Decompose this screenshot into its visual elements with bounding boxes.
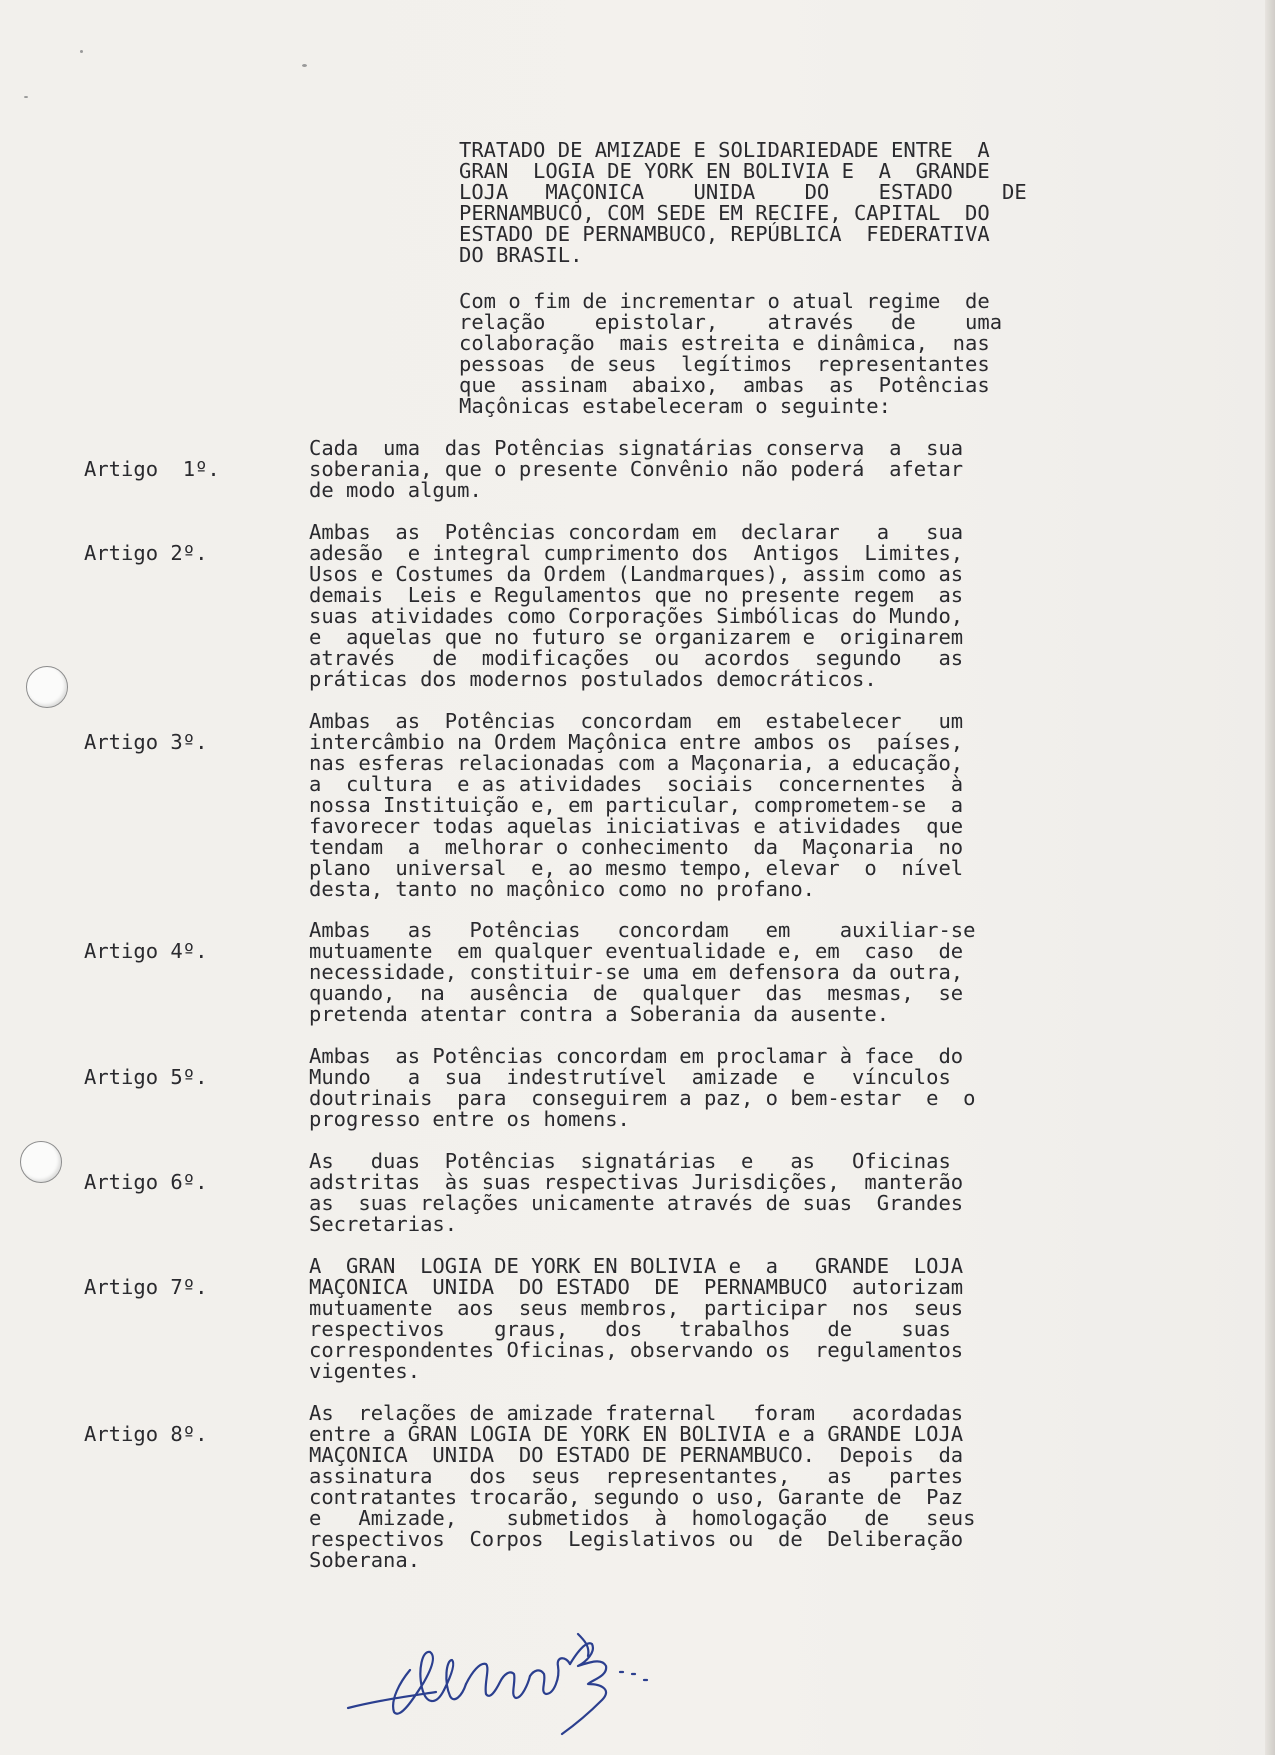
article-text bbox=[309, 1403, 975, 1571]
title-line: DO BRASIL. bbox=[459, 243, 583, 267]
article-line: desta, tanto no maçônico como no profano. bbox=[309, 877, 816, 901]
article-line: necessidade, constituir-se uma em defensora da outra, bbox=[309, 960, 964, 984]
title-line: TRATADO DE AMIZADE E SOLIDARIEDADE ENTRE A bbox=[459, 138, 990, 162]
article-text bbox=[309, 522, 963, 690]
title-block bbox=[459, 140, 1027, 266]
article-text bbox=[309, 1046, 975, 1130]
paper-speck bbox=[24, 96, 28, 98]
article-line: mutuamente aos seus membros, participar nos seus bbox=[309, 1296, 964, 1320]
article-label: Artigo 2º. bbox=[84, 540, 208, 565]
article-label: Artigo 7º. bbox=[84, 1274, 208, 1299]
paper-edge-shadow bbox=[1265, 0, 1275, 1755]
article-label: Artigo 6º. bbox=[84, 1169, 208, 1194]
article-line: suas atividades como Corporações Simbólicas do Mundo, bbox=[309, 604, 964, 628]
article-label: Artigo 8º. bbox=[84, 1421, 208, 1446]
article-line: soberania, que o presente Convênio não poderá afetar bbox=[309, 457, 964, 481]
article-line: MAÇONICA UNIDA DO ESTADO DE PERNAMBUCO. Depois da bbox=[309, 1443, 964, 1467]
article-line: quando, na ausência de qualquer das mesmas, se bbox=[309, 981, 964, 1005]
article-line: Ambas as Potências concordam em proclamar à face do bbox=[309, 1044, 964, 1068]
article-line: A GRAN LOGIA DE YORK EN BOLIVIA e a GRANDE LOJA bbox=[309, 1254, 964, 1278]
article-label: Artigo 3º. bbox=[84, 729, 208, 754]
article-line: mutuamente em qualquer eventualidade e, em caso de bbox=[309, 939, 964, 963]
article-line: As duas Potências signatárias e as Oficinas bbox=[309, 1149, 951, 1173]
article-line: intercâmbio na Ordem Maçônica entre ambos os países, bbox=[309, 730, 964, 754]
preamble-block bbox=[459, 291, 1002, 417]
article-line: respectivos graus, dos trabalhos de suas bbox=[309, 1317, 951, 1341]
preamble-line: Com o fim de incrementar o atual regime de bbox=[459, 289, 990, 313]
article-line: assinatura dos seus representantes, as partes bbox=[309, 1464, 964, 1488]
article-label: Artigo 4º. bbox=[84, 938, 208, 963]
article-line: nas esferas relacionadas com a Maçonaria, a educação, bbox=[309, 751, 964, 775]
article-line: respectivos Corpos Legislativos ou de Deliberação bbox=[309, 1527, 964, 1551]
article-line: Cada uma das Potências signatárias conserva a sua bbox=[309, 436, 964, 460]
article-line: doutrinais para conseguirem a paz, o bem-estar e o bbox=[309, 1086, 976, 1110]
article-line: plano universal e, ao mesmo tempo, elevar o nível bbox=[309, 856, 964, 880]
article-line: Secretarias. bbox=[309, 1212, 458, 1236]
article-line: tendam a melhorar o conhecimento da Maçonaria no bbox=[309, 835, 964, 859]
title-line: PERNAMBUCO, COM SEDE EM RECIFE, CAPITAL DO bbox=[459, 201, 990, 225]
article-line: e Amizade, submetidos à homologação de seus bbox=[309, 1506, 976, 1530]
article-line: através de modificações ou acordos segundo as bbox=[309, 646, 964, 670]
article-text bbox=[309, 1256, 963, 1382]
article-line: Usos e Costumes da Ordem (Landmarques), assim como as bbox=[309, 562, 964, 586]
signature-icon bbox=[340, 1600, 700, 1740]
article-line: demais Leis e Regulamentos que no presente regem as bbox=[309, 583, 964, 607]
article-text bbox=[309, 711, 963, 900]
article-line: adstritas às suas respectivas Jurisdições, manterão bbox=[309, 1170, 964, 1194]
article-line: de modo algum. bbox=[309, 478, 482, 502]
paper-speck bbox=[302, 64, 307, 67]
article-line: favorecer todas aquelas iniciativas e atividades que bbox=[309, 814, 964, 838]
article-line: práticas dos modernos postulados democráticos. bbox=[309, 667, 877, 691]
preamble-line: relação epistolar, através de uma bbox=[459, 310, 1003, 334]
article-line: as suas relações unicamente através de suas Grandes bbox=[309, 1191, 964, 1215]
article-line: As relações de amizade fraternal foram acordadas bbox=[309, 1401, 964, 1425]
title-line: GRAN LOGIA DE YORK EN BOLIVIA E A GRANDE bbox=[459, 159, 990, 183]
article-line: adesão e integral cumprimento dos Antigos Limites, bbox=[309, 541, 964, 565]
article-label: Artigo 1º. bbox=[84, 456, 220, 481]
article-line: a cultura e as atividades sociais concernentes à bbox=[309, 772, 964, 796]
article-line: Ambas as Potências concordam em estabelecer um bbox=[309, 709, 964, 733]
article-line: contratantes trocarão, segundo o uso, Garante de Paz bbox=[309, 1485, 964, 1509]
article-line: MAÇONICA UNIDA DO ESTADO DE PERNAMBUCO autorizam bbox=[309, 1275, 964, 1299]
preamble-line: que assinam abaixo, ambas as Potências bbox=[459, 373, 990, 397]
title-line: ESTADO DE PERNAMBUCO, REPÚBLICA FEDERATIVA bbox=[459, 222, 990, 246]
article-label: Artigo 5º. bbox=[84, 1064, 208, 1089]
article-text bbox=[309, 920, 975, 1025]
article-text bbox=[309, 1151, 963, 1235]
article-line: Ambas as Potências concordam em auxiliar-se bbox=[309, 918, 976, 942]
preamble-line: colaboração mais estreita e dinâmica, nas bbox=[459, 331, 990, 355]
article-line: Mundo a sua indestrutível amizade e vínculos bbox=[309, 1065, 951, 1089]
article-line: Soberana. bbox=[309, 1548, 421, 1572]
paper-speck bbox=[80, 50, 83, 53]
article-line: pretenda atentar contra a Soberania da ausente. bbox=[309, 1002, 890, 1026]
preamble-line: Maçônicas estabeleceram o seguinte: bbox=[459, 394, 891, 418]
article-line: Ambas as Potências concordam em declarar a sua bbox=[309, 520, 964, 544]
article-line: nossa Instituição e, em particular, comprometem-se a bbox=[309, 793, 964, 817]
preamble-line: pessoas de seus legítimos representantes bbox=[459, 352, 990, 376]
punch-hole bbox=[20, 1141, 62, 1183]
article-text bbox=[309, 438, 963, 501]
article-line: e aquelas que no futuro se organizarem e originarem bbox=[309, 625, 964, 649]
title-line: LOJA MAÇONICA UNIDA DO ESTADO DE bbox=[459, 180, 1027, 204]
article-line: correspondentes Oficinas, observando os regulamentos bbox=[309, 1338, 964, 1362]
punch-hole bbox=[26, 666, 68, 708]
article-line: progresso entre os homens. bbox=[309, 1107, 630, 1131]
article-line: vigentes. bbox=[309, 1359, 421, 1383]
article-line: entre a GRAN LOGIA DE YORK EN BOLIVIA e a GRANDE LOJA bbox=[309, 1422, 964, 1446]
